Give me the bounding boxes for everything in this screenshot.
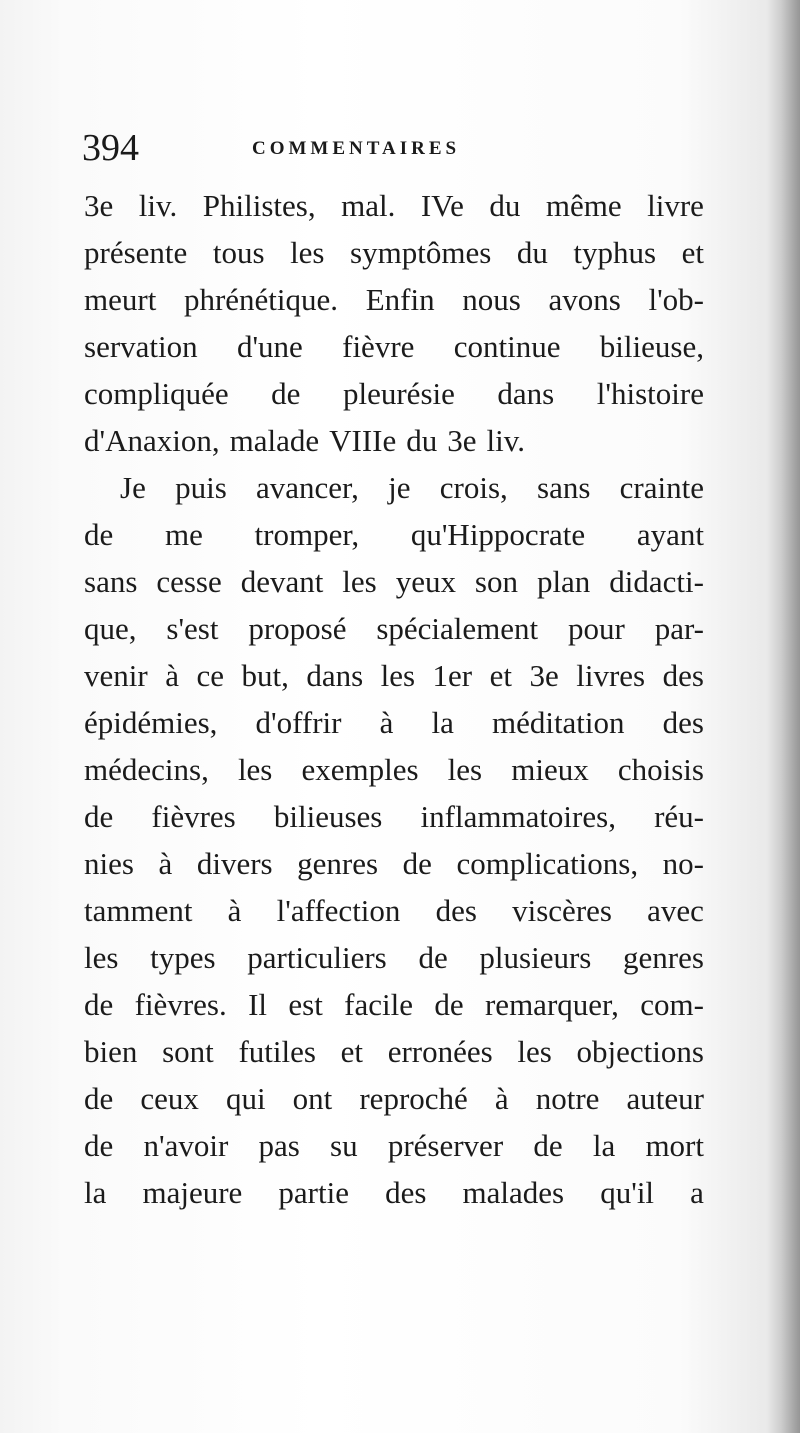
text-line: présente tous les symptômes du typhus et [84,235,704,270]
text-line: meurt phrénétique. Enfin nous avons l'ob- [84,282,704,317]
text-line: servation d'une fièvre continue bilieuse, [84,329,704,364]
page-number: 394 [82,127,139,169]
text-line: compliquée de pleurésie dans l'histoire [84,376,704,411]
text-line: épidémies, d'offrir à la méditation des [84,705,704,740]
text-line: nies à divers genres de complications, no- [84,846,704,881]
page-edge-shadow [766,0,800,1433]
text-line: la majeure partie des malades qu'il a [84,1175,704,1210]
text-line: Je puis avancer, je crois, sans crainte [120,470,704,505]
text-line: d'Anaxion, malade VIIIe du 3e liv. [84,423,525,458]
text-line: sans cesse devant les yeux son plan didacti- [84,564,704,599]
page-header [80,126,700,178]
text-line: que, s'est proposé spécialement pour par- [84,611,704,646]
text-line: de fièvres. Il est facile de remarquer, com- [84,987,704,1022]
text-line: tamment à l'affection des viscères avec [84,893,704,928]
text-line: les types particuliers de plusieurs genres [84,940,704,975]
text-line: médecins, les exemples les mieux choisis [84,752,704,787]
text-line: de me tromper, qu'Hippocrate ayant [84,517,704,552]
running-head: COMMENTAIRES [252,138,461,159]
text-line: 3e liv. Philistes, mal. IVe du même livre [84,188,704,223]
body-text [84,182,704,1216]
text-line: bien sont futiles et erronées les objections [84,1034,704,1069]
text-line: de n'avoir pas su préserver de la mort [84,1128,704,1163]
text-line: venir à ce but, dans les 1er et 3e livres des [84,658,704,693]
text-line: de ceux qui ont reproché à notre auteur [84,1081,704,1116]
text-line: de fièvres bilieuses inflammatoires, réu- [84,799,704,834]
